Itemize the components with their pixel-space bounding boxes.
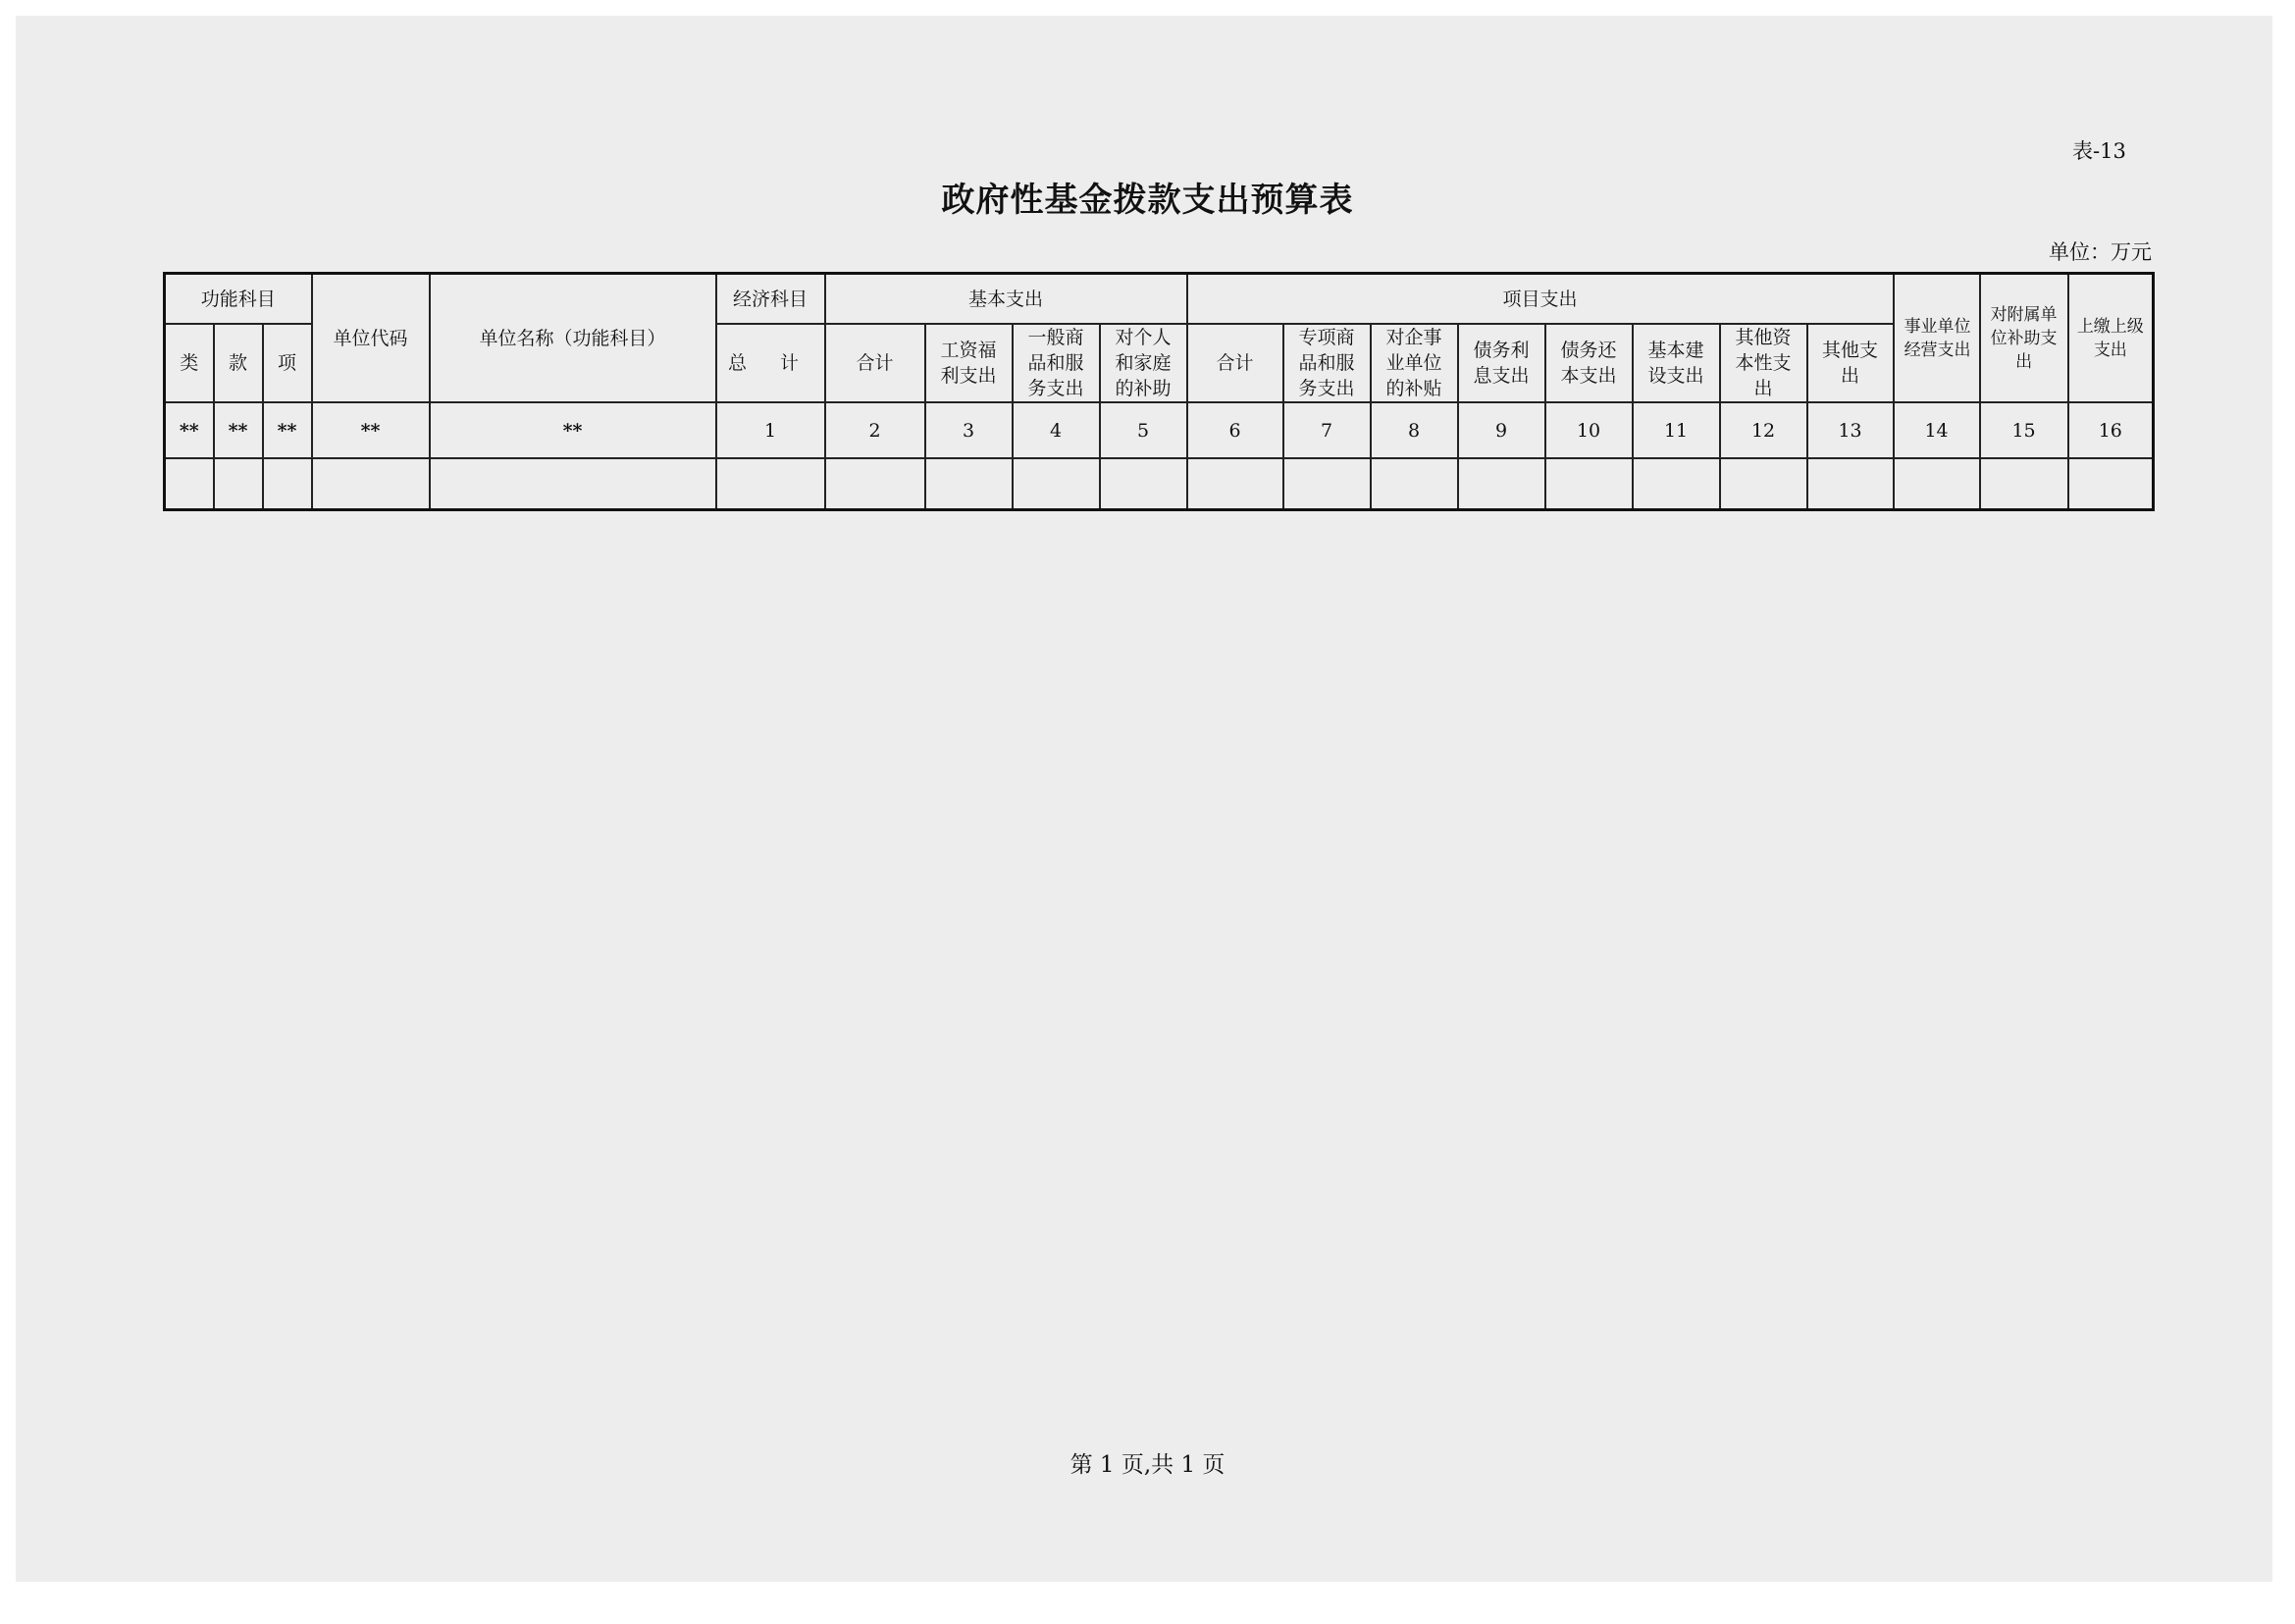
- header-wages-welfare-text: 工资福利支出: [940, 340, 997, 387]
- header-enterprise-subsidy: [1371, 324, 1458, 402]
- header-debt-repayment-text: 债务还本支出: [1560, 340, 1617, 387]
- header-project-expense: 项目支出: [1187, 274, 1894, 325]
- table-cell: [1980, 458, 2068, 510]
- header-subordinate-subsidy: [1980, 274, 2068, 403]
- index-cell: 7: [1283, 402, 1371, 458]
- page-footer: 第 1 页,共 1 页: [1069, 1452, 1226, 1478]
- page-title: 政府性基金拨款支出预算表: [941, 181, 1354, 220]
- index-cell: **: [214, 402, 263, 458]
- table-cell: [716, 458, 825, 510]
- index-cell: 12: [1720, 402, 1807, 458]
- header-wages-welfare: [925, 324, 1013, 402]
- index-cell: **: [312, 402, 430, 458]
- table-cell: [1545, 458, 1633, 510]
- index-cell: 1: [716, 402, 825, 458]
- index-cell: 15: [1980, 402, 2068, 458]
- index-cell: **: [263, 402, 312, 458]
- header-remit-superior-text: 上缴上级支出: [2076, 316, 2144, 360]
- header-xiang: 项: [263, 324, 312, 402]
- table-cell: [165, 458, 214, 510]
- table-cell: [312, 458, 430, 510]
- index-row: [165, 402, 2154, 458]
- index-cell: 13: [1807, 402, 1894, 458]
- header-subordinate-subsidy-text: 对附属单位补助支出: [1990, 304, 2058, 372]
- header-grand-total: 总 计: [716, 324, 825, 402]
- table-cell: [430, 458, 716, 510]
- header-other-expense-text: 其他支出: [1822, 340, 1879, 387]
- header-other-expense: [1807, 324, 1894, 402]
- header-remit-superior: [2068, 274, 2154, 403]
- table-cell: [1283, 458, 1371, 510]
- header-basic-expense: 基本支出: [825, 274, 1187, 325]
- header-enterprise-subsidy-text: 对企事业单位的补贴: [1385, 327, 1442, 399]
- table-cell: [1371, 458, 1458, 510]
- table-cell: [263, 458, 312, 510]
- index-cell: 8: [1371, 402, 1458, 458]
- header-function-subject: 功能科目: [165, 274, 312, 325]
- index-cell: 10: [1545, 402, 1633, 458]
- header-business-operation-text: 事业单位经营支出: [1904, 316, 1971, 360]
- table-cell: [925, 458, 1013, 510]
- table-cell: [2068, 458, 2154, 510]
- header-other-capital-text: 其他资本性支出: [1735, 327, 1792, 399]
- header-row-1: [165, 274, 2154, 325]
- header-individual-subsidy: [1100, 324, 1187, 402]
- header-individual-subsidy-text: 对个人和家庭的补助: [1115, 327, 1172, 399]
- table-cell: [825, 458, 925, 510]
- table-cell: [214, 458, 263, 510]
- header-basic-total: 合计: [825, 324, 925, 402]
- table-cell: [1720, 458, 1807, 510]
- index-cell: 11: [1633, 402, 1720, 458]
- header-debt-interest: [1458, 324, 1545, 402]
- document-page: [16, 16, 2272, 1582]
- table-cell: [1633, 458, 1720, 510]
- header-special-goods: [1283, 324, 1371, 402]
- header-kuan: 款: [214, 324, 263, 402]
- budget-table: [163, 272, 2155, 511]
- index-cell: 5: [1100, 402, 1187, 458]
- index-cell: 2: [825, 402, 925, 458]
- header-unit-code: 单位代码: [312, 274, 430, 403]
- index-cell: **: [165, 402, 214, 458]
- index-cell: 14: [1894, 402, 1980, 458]
- header-capital-construction-text: 基本建设支出: [1647, 340, 1704, 387]
- header-capital-construction: [1633, 324, 1720, 402]
- unit-label: 单位：万元: [2049, 240, 2152, 264]
- index-cell: 6: [1187, 402, 1283, 458]
- table-cell: [1894, 458, 1980, 510]
- table-cell: [1807, 458, 1894, 510]
- header-other-capital: [1720, 324, 1807, 402]
- header-business-operation: [1894, 274, 1980, 403]
- index-cell: **: [430, 402, 716, 458]
- header-economic-subject: 经济科目: [716, 274, 825, 325]
- header-goods-services: [1013, 324, 1100, 402]
- index-cell: 3: [925, 402, 1013, 458]
- header-debt-repayment: [1545, 324, 1633, 402]
- header-debt-interest-text: 债务利息支出: [1473, 340, 1530, 387]
- table-cell: [1100, 458, 1187, 510]
- header-unit-name: 单位名称（功能科目）: [430, 274, 716, 403]
- header-lei: 类: [165, 324, 214, 402]
- index-cell: 4: [1013, 402, 1100, 458]
- table-cell: [1458, 458, 1545, 510]
- form-code: 表-13: [2072, 139, 2126, 163]
- table-cell: [1013, 458, 1100, 510]
- header-project-total: 合计: [1187, 324, 1283, 402]
- header-special-goods-text: 专项商品和服务支出: [1298, 327, 1355, 399]
- index-cell: 9: [1458, 402, 1545, 458]
- empty-data-row: [165, 458, 2154, 510]
- table-cell: [1187, 458, 1283, 510]
- header-goods-services-text: 一般商品和服务支出: [1027, 327, 1084, 399]
- index-cell: 16: [2068, 402, 2154, 458]
